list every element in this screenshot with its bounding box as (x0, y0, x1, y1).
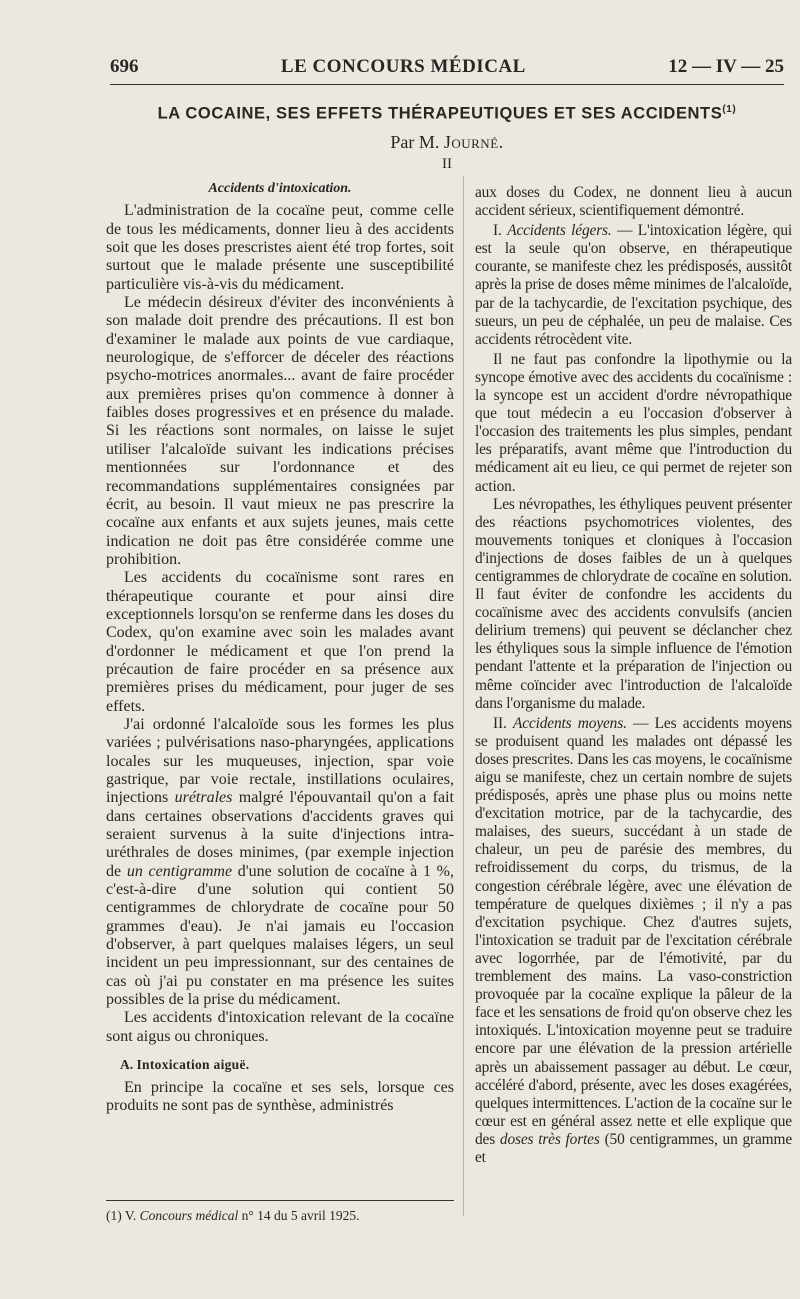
footnote-label: (1) V. (106, 1208, 137, 1223)
paragraph-text: malgré l'épouvantail qu'on a fait dans certaines observations d'accidents graves qui seraient survenus à la suite d'injections intra-uréthrales de doses minimes, (par exemple injection de (106, 789, 454, 880)
paragraph: En principe la cocaïne et ses sels, lorsque ces produits ne sont pas de synthèse, administrés (106, 1078, 454, 1114)
author-name: Journé. (443, 132, 504, 152)
italic-heading: Accidents légers. (507, 222, 612, 240)
subsection-heading (106, 1056, 454, 1074)
byline-prefix: Par M. (390, 132, 440, 152)
footnote-journal: Concours médical (139, 1208, 239, 1223)
right-column (475, 184, 792, 1167)
subsection-title: Intoxication aiguë. (136, 1057, 250, 1073)
section-heading: Accidents d'intoxication. (208, 181, 352, 196)
footnote-rule (106, 1200, 454, 1201)
paragraph: Le médecin désireux d'éviter des inconvénients à son malade doit prendre des précautions. Il est bon d'examiner le malade aux points de vue cardiaque, neurologique, de s'efforcer de déceler des réactions psycho-motrices anormales... avant de faire procéder aux premières prises qu'on commence à donner à faibles doses progressives et en présence du malade. Si les réactions sont normales, on laisse le sujet utiliser l'alcaloïde suivant les indications précises mentionnées sur l'ordonnance et des recommandations supplémentaires consignées par écrit, au besoin. Il vaut mieux ne pas prescrire la cocaïne aux enfants et aux sujets jeunes, mais cette indication ne doit pas être considérée comme une prohibition. (106, 294, 454, 568)
italic-term: un centigramme (126, 862, 233, 880)
paragraph (475, 715, 792, 1167)
paragraph (106, 716, 454, 1010)
byline (110, 132, 784, 153)
italic-term: urétrales (174, 789, 233, 807)
header-rule (110, 84, 784, 85)
list-label: I. (493, 222, 502, 240)
paragraph-text: d'une solution de cocaïne à 1 %, c'est-à-dire d'une solution qui contient 50 centigrammes de chlorydrate de cocaïne pour 50 grammes d'eau). Je n'ai jamais eu l'occasion d'observer, à part quelques malaises légers, un seul incident un peu impressionnant, sur des centaines de cas où j'ai pu constater en ma présence les suites possibles de la prise du médicament. (106, 862, 455, 1009)
paragraph: L'administration de la cocaïne peut, comme celle de tous les médicaments, donner lieu à des accidents soit que les doses prescristes aient été trop fortes, soit surtout que le malade présente une susceptibilité particulière vis-à-vis du médicament. (106, 202, 454, 293)
article-title (110, 104, 784, 124)
journal-title: LE CONCOURS MÉDICAL (280, 56, 526, 77)
paragraph-text: — L'intoxication légère, qui est la seule qu'on observe, en thérapeutique courante, se manifeste chez les prédisposés, aussitôt après la prise de doses même minimes de l'alcaloïde, par de la tachycardie, de l'excitation psychique, des sueurs, un peu de céphalée, un peu de malaise. Ces accidents rétrocèdent vite. (475, 222, 792, 348)
left-column (106, 180, 454, 1115)
paragraph: Les accidents du cocaïnisme sont rares en thérapeutique courante et pour ainsi dire exceptionnels lorsqu'on se renferme dans les doses du Codex, qu'on examine avec soin les malades avant d'ordonner le médicament et que l'on prend la précaution de faire procéder en sa présence aux premières prises du médicament, pour juger de ses effets. (106, 569, 454, 715)
footnote-text: n° 14 du 5 avril 1925. (238, 1208, 360, 1223)
paragraph (475, 222, 792, 349)
part-number: II (442, 156, 452, 172)
italic-term: doses très fortes (499, 1130, 600, 1148)
issue-date: 12 — IV — 25 (668, 56, 784, 77)
paragraph-text: J'ai ordonné l'alcaloïde sous les formes les plus variées ; pulvérisations naso-pharyngées, applications locales sur les muqueuses, injection, spar voie gastrique, par voie rectale, instillations oculaires, injections (106, 715, 454, 807)
footnote (106, 1208, 454, 1224)
running-head (110, 56, 784, 84)
subsection-label: A. (120, 1057, 134, 1073)
title-footnote-marker: (1) (722, 104, 737, 115)
paragraph: Il ne faut pas confondre la lipothymie ou la syncope émotive avec des accidents du cocaïnisme : la syncope est un accident d'ordre névropathique que tout médecin a eu l'occasion d'observer à l'occasion des traitements les plus simples, pendant les préparatifs, avant même que l'introduction du médicament ait eu lieu, ce qui permet de rejeter son action. (475, 350, 792, 495)
paragraph: Les accidents d'intoxication relevant de la cocaïne sont aigus ou chroniques. (106, 1009, 454, 1045)
italic-heading: Accidents moyens. (513, 714, 627, 732)
list-label: II. (493, 714, 507, 732)
paragraph: aux doses du Codex, ne donnent lieu à aucun accident sérieux, scientifiquement démontré. (475, 184, 792, 220)
article-title-text: LA COCAINE, SES EFFETS THÉRAPEUTIQUES ET SES ACCIDENTS (157, 104, 723, 123)
column-divider (463, 176, 464, 1216)
paragraph: Les névropathes, les éthyliques peuvent présenter des réactions psychomotrices violentes, des mouvements toniques et cloniques à l'occasion d'injections de doses faibles de un à quelques centigrammes de chlorydrate de cocaïne en solution. Il faut éviter de confondre les accidents du cocaïnisme avec des accidents convulsifs (ancien delirium tremens) qui peuvent se déclancher chez les éthyliques sous la simple influence de l'émotion pendant l'attente et la préparation de l'injection ou même coïncider avec l'introduction de l'alcaloïde dans l'organisme du malade. (475, 495, 792, 712)
page-number: 696 (110, 56, 139, 77)
paragraph-text: — Les accidents moyens se produisent quand les malades ont dépassé les doses prescrites. Dans les cas moyens, le cocaïnisme aigu se manifeste, chez un certain nombre de sujets prédisposés, après une phase plus ou moins nette d'excitation motrice, par de la tachycardie, des malaises, des sueurs, succédant à un stade de chaleur, un peu de parésie des membres, du refroidissement du corps, du trismus, de la congestion cérébrale légère, avec une élévation de température de quelques dixièmes ; il n'y a pas d'excitation psychique. Chez d'autres sujets, l'intoxication se traduit par de l'excitation cérébrale avec logorrhée, par de l'émotivité, par du tremblement des mains. La vaso-constriction provoquée par la cocaïne explique la pâleur de la face et les sensations de froid qu'on observe chez les intoxiqués. L'intoxication moyenne peut se traduire encore par une élévation de la pression artérielle après un abaissement passager au début. Le cœur, accéléré d'abord, présente, avec les doses exagérées, quelques intermittences. L'action de la cocaïne sur le cœur est en général assez nette et elle explique que des (475, 714, 792, 1148)
paragraph-text: (50 centigrammes, un gramme et (475, 1130, 793, 1166)
